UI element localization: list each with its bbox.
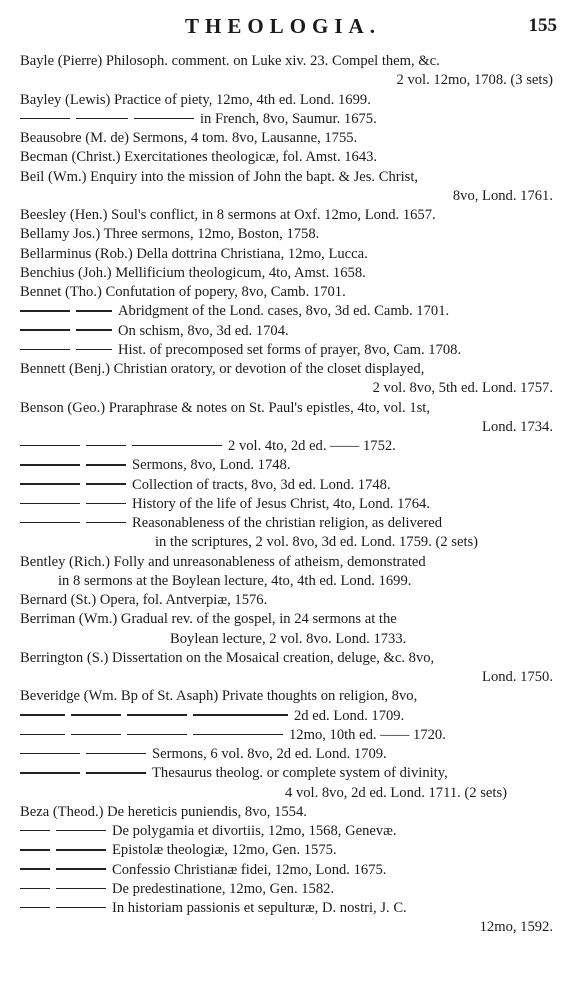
entry-text: Bennet (Tho.) Confutation of popery, 8vo, Camb. 1701. <box>20 284 346 300</box>
entry-text: History of the life of Jesus Christ, 4to, Lond. 1764. <box>132 495 430 512</box>
ditto-dash <box>71 734 121 736</box>
entry-text: De predestinatione, 12mo, Gen. 1582. <box>112 880 335 897</box>
ditto-dash <box>86 753 146 755</box>
ditto-dash <box>20 734 65 736</box>
catalog-line <box>0 283 573 302</box>
continuation-text: 12mo, 1592. <box>479 919 553 936</box>
entry-text: On schism, 8vo, 3d ed. 1704. <box>118 322 289 339</box>
catalog-line <box>0 591 573 610</box>
ditto-dash <box>76 118 128 120</box>
continuation-text: 8vo, Lond. 1761. <box>452 187 553 204</box>
catalog-line <box>0 418 573 437</box>
ditto-dash <box>20 753 80 755</box>
page-number: 155 <box>528 15 557 36</box>
entry-text: Collection of tracts, 8vo, 3d ed. Lond. 1748. <box>132 476 391 493</box>
ditto-dash <box>56 868 106 870</box>
catalog-line <box>0 456 573 475</box>
ditto-dash <box>20 503 80 505</box>
catalog-line <box>0 880 573 899</box>
catalog-line <box>0 764 573 783</box>
catalog-line <box>0 899 573 918</box>
ditto-dash <box>86 772 146 774</box>
continuation-text: 2 vol. 8vo, 5th ed. Lond. 1757. <box>372 380 553 397</box>
catalog-line <box>0 784 573 803</box>
ditto-dash <box>193 714 288 716</box>
ditto-dash <box>86 483 126 485</box>
entry-text: Sermons, 8vo, Lond. 1748. <box>132 457 291 474</box>
ditto-dash <box>76 349 112 351</box>
entry-text: Becman (Christ.) Exercitationes theologicæ, fol. Amst. 1643. <box>20 149 378 166</box>
ditto-dash <box>127 734 187 736</box>
entry-text: Bennett (Benj.) Christian oratory, or devotion of the closet displayed, <box>20 361 425 377</box>
catalog-line <box>0 148 573 167</box>
catalog-line <box>0 841 573 860</box>
entry-text: Bellarminus (Rob.) Della dottrina Christiana, 12mo, Lucca. <box>20 245 368 262</box>
catalog-line <box>0 553 573 572</box>
continuation-text: Lond. 1750. <box>482 669 553 685</box>
entry-text: Beil (Wm.) Enquiry into the mission of John the bapt. & Jes. Christ, <box>20 168 419 185</box>
ditto-dash <box>56 888 106 890</box>
ditto-dash <box>20 118 70 120</box>
catalog-line <box>0 91 573 110</box>
entry-text: Bellamy Jos.) Three sermons, 12mo, Boston, 1758. <box>20 226 320 243</box>
entry-text: 2 vol. 4to, 2d ed. —— 1752. <box>228 438 396 454</box>
entry-text: 4 vol. 8vo, 2d ed. Lond. 1711. (2 sets) <box>285 784 507 801</box>
ditto-dash <box>56 830 106 832</box>
ditto-dash <box>132 445 222 447</box>
catalog-line <box>0 726 573 745</box>
catalog-entries <box>0 52 573 938</box>
entry-text: Boylean lecture, 2 vol. 8vo. Lond. 1733. <box>170 630 407 647</box>
entry-text: Bayley (Lewis) Practice of piety, 12mo, 4th ed. Lond. 1699. <box>20 91 371 108</box>
entry-text: 12mo, 10th ed. —— 1720. <box>289 726 446 743</box>
ditto-dash <box>20 310 70 312</box>
ditto-dash <box>86 503 126 505</box>
catalog-line <box>0 572 573 591</box>
entry-text: in the scriptures, 2 vol. 8vo, 3d ed. Lond. 1759. (2 sets) <box>155 534 479 551</box>
entry-text: in 8 sermons at the Boylean lecture, 4to, 4th ed. Lond. 1699. <box>58 572 412 589</box>
ditto-dash <box>86 445 126 447</box>
ditto-dash <box>20 714 65 716</box>
entry-text: Beveridge (Wm. Bp of St. Asaph) Private thoughts on religion, 8vo, <box>20 688 418 705</box>
entry-text: 2d ed. Lond. 1709. <box>294 707 405 724</box>
catalog-line <box>0 399 573 418</box>
entry-text: Reasonableness of the christian religion, as delivered <box>132 515 443 531</box>
entry-text: Benchius (Joh.) Mellificium theologicum, 4to, Amst. 1658. <box>20 264 366 281</box>
entry-text: Epistolæ theologiæ, 12mo, Gen. 1575. <box>112 842 337 859</box>
catalog-line <box>0 707 573 726</box>
ditto-dash <box>193 734 283 736</box>
ditto-dash <box>86 464 126 466</box>
catalog-line <box>0 110 573 129</box>
catalog-line <box>0 687 573 706</box>
entry-text: in French, 8vo, Saumur. 1675. <box>200 110 377 127</box>
continuation-text: 2 vol. 12mo, 1708. (3 sets) <box>396 72 553 89</box>
ditto-dash <box>20 830 50 832</box>
ditto-dash <box>71 714 121 716</box>
catalog-line <box>0 379 573 398</box>
catalog-line <box>0 861 573 880</box>
catalog-line <box>0 322 573 341</box>
catalog-line <box>0 168 573 187</box>
page-header <box>0 14 573 44</box>
catalog-line <box>0 206 573 225</box>
ditto-dash <box>20 888 50 890</box>
ditto-dash <box>20 849 50 851</box>
catalog-line <box>0 495 573 514</box>
ditto-dash <box>20 868 50 870</box>
catalog-line <box>0 803 573 822</box>
entry-text: Sermons, 6 vol. 8vo, 2d ed. Lond. 1709. <box>152 746 387 762</box>
entry-text: Bentley (Rich.) Folly and unreasonableness of atheism, demonstrated <box>20 553 426 570</box>
catalog-line <box>0 52 573 71</box>
entry-text: Beausobre (M. de) Sermons, 4 tom. 8vo, Lausanne, 1755. <box>20 130 358 146</box>
entry-text: Bernard (St.) Opera, fol. Antverpiæ, 1576. <box>20 592 268 608</box>
entry-text: Berriman (Wm.) Gradual rev. of the gospel, in 24 sermons at the <box>20 611 397 628</box>
ditto-dash <box>76 329 112 331</box>
entry-text: De polygamia et divortiis, 12mo, 1568, Genevæ. <box>112 823 397 839</box>
entry-text: Confessio Christianæ fidei, 12mo, Lond. 1675. <box>112 861 387 878</box>
catalog-line <box>0 264 573 283</box>
catalog-line <box>0 630 573 649</box>
ditto-dash <box>20 445 80 447</box>
catalog-line <box>0 360 573 379</box>
entry-text: Beesley (Hen.) Soul's conflict, in 8 sermons at Oxf. 12mo, Lond. 1657. <box>20 207 436 223</box>
entry-text: Abridgment of the Lond. cases, 8vo, 3d ed. Camb. 1701. <box>118 303 450 320</box>
catalog-line <box>0 187 573 206</box>
catalog-line <box>0 129 573 148</box>
ditto-dash <box>86 522 126 524</box>
continuation-text: Lond. 1734. <box>482 418 553 435</box>
ditto-dash <box>20 329 70 331</box>
ditto-dash <box>76 310 112 312</box>
entry-text: Thesaurus theolog. or complete system of divinity, <box>152 765 448 782</box>
ditto-dash <box>20 464 80 466</box>
ditto-dash <box>56 907 106 909</box>
entry-text: Hist. of precomposed set forms of prayer, 8vo, Cam. 1708. <box>118 341 462 358</box>
ditto-dash <box>127 714 187 716</box>
entry-text: Benson (Geo.) Praraphrase & notes on St. Paul's epistles, 4to, vol. 1st, <box>20 399 430 416</box>
catalog-line <box>0 245 573 264</box>
catalog-line <box>0 302 573 321</box>
catalog-line <box>0 437 573 456</box>
ditto-dash <box>20 772 80 774</box>
catalog-line <box>0 918 573 937</box>
catalog-line <box>0 476 573 495</box>
catalog-line <box>0 533 573 552</box>
entry-text: Beza (Theod.) De hereticis puniendis, 8vo, 1554. <box>20 803 307 820</box>
ditto-dash <box>20 349 70 351</box>
catalog-line <box>0 745 573 764</box>
catalog-line <box>0 225 573 244</box>
ditto-dash <box>20 483 80 485</box>
catalog-line <box>0 610 573 629</box>
ditto-dash <box>56 849 106 851</box>
catalog-line <box>0 668 573 687</box>
catalog-line <box>0 341 573 360</box>
ditto-dash <box>20 522 80 524</box>
catalog-line <box>0 71 573 90</box>
ditto-dash <box>134 118 194 120</box>
catalog-line <box>0 514 573 533</box>
entry-text: In historiam passionis et sepulturæ, D. nostri, J. C. <box>112 900 407 916</box>
catalog-line <box>0 822 573 841</box>
entry-text: Berrington (S.) Dissertation on the Mosaical creation, deluge, &c. 8vo, <box>20 649 435 666</box>
section-title: THEOLOGIA. <box>185 14 381 38</box>
entry-text: Bayle (Pierre) Philosoph. comment. on Luke xiv. 23. Compel them, &c. <box>20 53 440 69</box>
ditto-dash <box>20 907 50 909</box>
catalog-line <box>0 649 573 668</box>
